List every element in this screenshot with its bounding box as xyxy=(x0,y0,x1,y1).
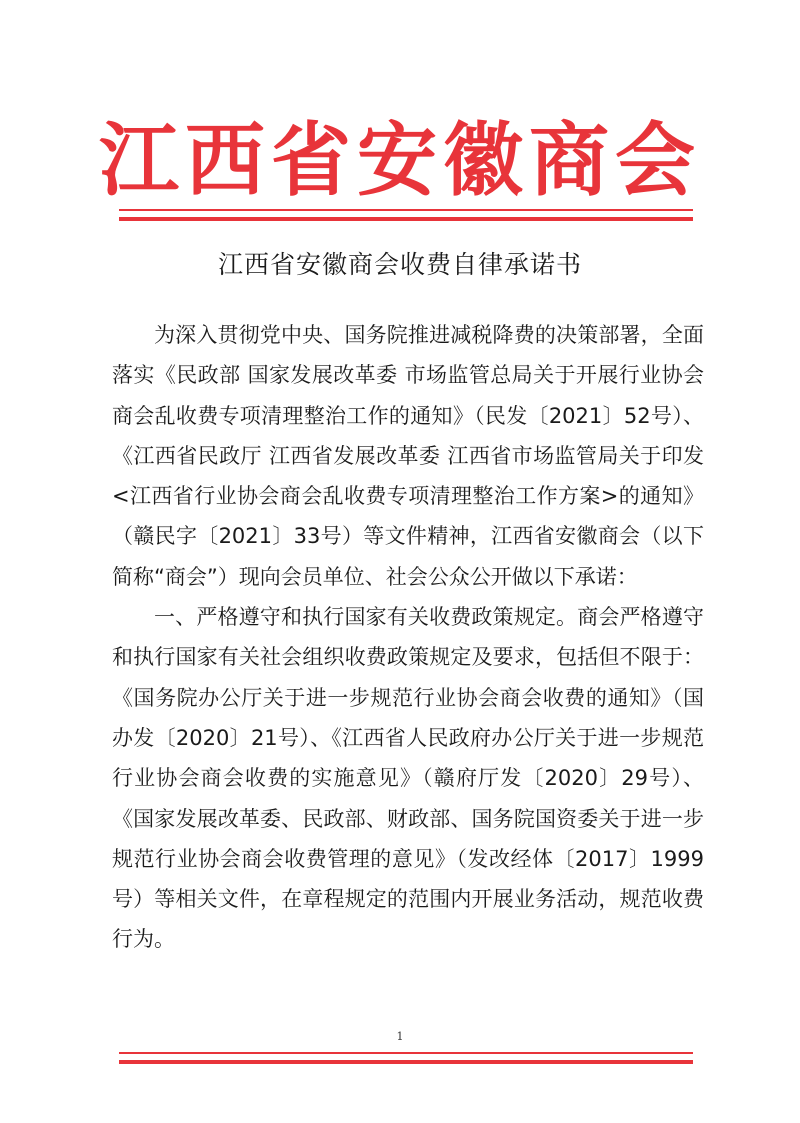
body-paragraph-intro: 为深入贯彻党中央、国务院推进减税降费的决策部署，全面落实《民政部 国家发展改革委 市场监管总局关于开展行业协会商会乱收费专项清理整治工作的通知》（民发〔2021〕52号）、《江西省民政厅 江西省发展改革委 江西省市场监管局关于印发<江西省行业协会商会乱收费专项清理整治工作方案>的通知》（赣民字〔2021〕33号）等文件精神，江西省安徽商会（以下简称“商会”）现向会员单位、社会公众公开做以下承诺： xyxy=(112,323,704,589)
footer-rule-bottom xyxy=(119,1060,693,1064)
page-number: 1 xyxy=(396,1030,404,1043)
letterhead-title: 江西省安徽商会 xyxy=(99,113,701,207)
footer-rule-top xyxy=(119,1052,693,1054)
body-paragraph-commitment-1: 一、严格遵守和执行国家有关收费政策规定。商会严格遵守和执行国家有关社会组织收费政策规定及要求，包括但不限于：《国务院办公厅关于进一步规范行业协会商会收费的通知》（国办发〔2020〕21号）、《江西省人民政府办公厅关于进一步规范行业协会商会收费的实施意见》（赣府厅发〔2020〕29号）、《国家发展改革委、民政部、财政部、国务院国资委关于进一步规范行业协会商会收费管理的意见》（发改经体〔2017〕1999号）等相关文件，在章程规定的范围内开展业务活动，规范收费行为。 xyxy=(112,605,704,952)
header-rule-top xyxy=(119,209,693,211)
document-body xyxy=(112,315,704,960)
header-rule-bottom xyxy=(119,217,693,221)
document-title: 江西省安徽商会收费自律承诺书 xyxy=(217,250,582,279)
